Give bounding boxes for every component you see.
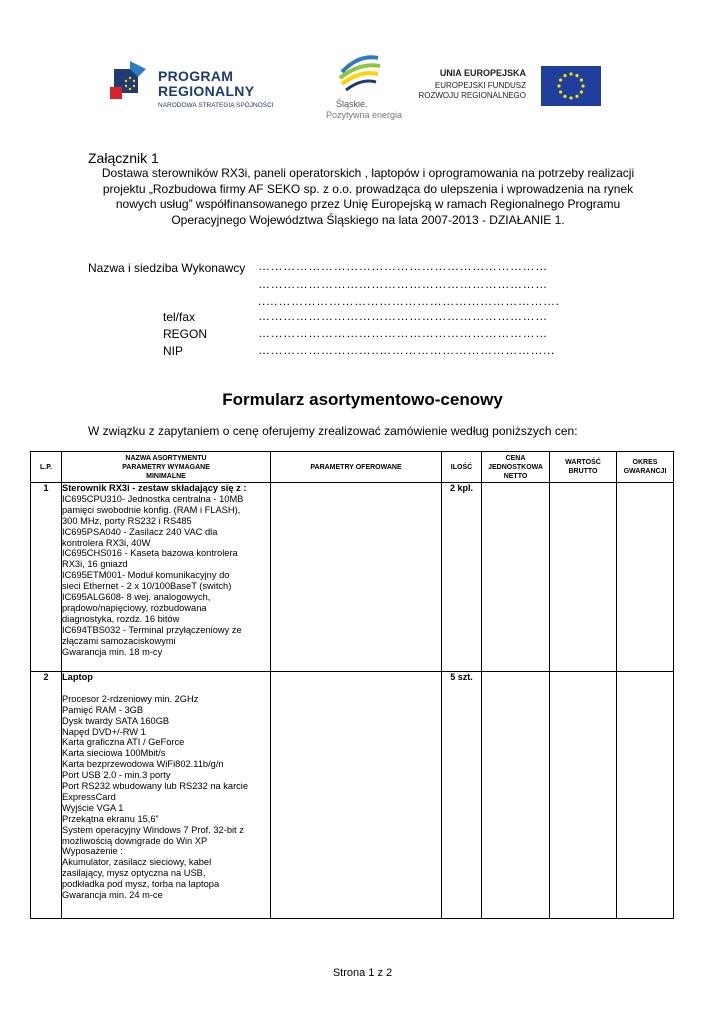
row-gross-cell[interactable]	[550, 672, 617, 919]
row-warranty-cell[interactable]	[617, 672, 674, 919]
row-lp: 1	[31, 483, 62, 672]
intro-line: Dostawa sterowników RX3i, paneli operatorskich , laptopów i oprogramowania na potrzeby realizacji	[101, 166, 635, 180]
eu-logo	[418, 66, 606, 110]
attachment-label: Załącznik 1	[88, 150, 159, 166]
row-qty: 5 szt.	[442, 672, 482, 919]
eu-flag-icon	[541, 66, 601, 106]
program-line3: NARODOWA STRATEGIA SPÓJNOŚCI	[158, 102, 274, 109]
header-offered: PARAMETRY OFEROWANE	[271, 452, 442, 483]
contractor-address-field-1[interactable]: ……………………………………………………………	[258, 277, 548, 291]
table-row	[31, 672, 674, 919]
contractor-name-field[interactable]: ……………………………………………………………	[258, 259, 548, 273]
form-title: Formularz asortymentowo-cenowy	[222, 390, 503, 409]
table-row	[31, 483, 674, 672]
row-warranty-cell[interactable]	[617, 483, 674, 672]
eu-line3: ROZWOJU REGIONALNEGO	[418, 91, 526, 100]
page-footer: Strona 1 z 2	[332, 967, 393, 979]
header-warranty: OKRES GWARANCJI	[617, 452, 674, 483]
header-lp: L.P.	[31, 452, 62, 483]
regon-label: REGON	[163, 327, 208, 341]
row-lp: 2	[31, 672, 62, 919]
row-unit-price-cell[interactable]	[482, 672, 550, 919]
program-line1: PROGRAM	[158, 68, 234, 84]
slaskie-logo	[326, 52, 416, 122]
tel-field[interactable]: ……………………………………………………………	[258, 309, 548, 323]
nip-label: NIP	[163, 344, 184, 358]
header-qty: ILOŚĆ	[442, 452, 482, 483]
regon-field[interactable]: ……………………………………………………………	[258, 326, 548, 340]
program-regionalny-emblem-icon	[108, 59, 152, 103]
row-qty: 2 kpl.	[442, 483, 482, 672]
contractor-name-label: Nazwa i siedziba Wykonawcy	[88, 261, 246, 275]
form-subtitle: W związku z zapytaniem o cenę oferujemy zrealizować zamówienie według poniższych cen:	[88, 424, 578, 438]
row-spec: Sterownik RX3i - zestaw składający się z : IC695CPU310- Jednostka centralna - 10MB pamięci swobodnie konfig. (RAM i FLASH), 300 MHz, porty RS232 i RS485 IC695PSA040 - Zasilacz 240 VAC dla kontrolera RX3i, 40W IC695CHS016 - Kaseta bazowa kontrolera RX3i, 16 gniazd IC695ETM001- Moduł komunikacyjny do sieci Ethernet - 2 x 10/100BaseT (switch) IC695ALG608- 8 wej. analogowych, prądowo/napięciowy, rozbudowana diagnostyka, rozdz. 16 bitów IC694TBS032 - Terminal przyłączeniowy ze złączami samozaciskowymi Gwarancja min. 18 m-cy	[62, 483, 271, 672]
slaskie-emblem-icon	[334, 52, 384, 97]
header-unit-price: CENA JEDNOSTKOWA NETTO	[482, 452, 550, 483]
table-header-row	[31, 452, 674, 483]
slaskie-tagline: Pozytywna energia	[326, 110, 403, 120]
row-unit-price-cell[interactable]	[482, 483, 550, 672]
eu-line2: EUROPEJSKI FUNDUSZ	[434, 81, 526, 90]
header-name: NAZWA ASORTYMENTU PARAMETRY WYMAGANE MINIMALNE	[62, 452, 271, 483]
row-gross-cell[interactable]	[550, 483, 617, 672]
eu-line1: UNIA EUROPEJSKA	[439, 68, 526, 78]
tel-label: tel/fax	[163, 310, 196, 324]
row-offered-cell[interactable]	[271, 672, 442, 919]
intro-paragraph	[88, 166, 648, 228]
header-gross: WARTOŚĆ BRUTTO	[550, 452, 617, 483]
row-offered-cell[interactable]	[271, 483, 442, 672]
row-spec: Laptop Procesor 2-rdzeniowy min. 2GHz Pamięć RAM - 3GB Dysk twardy SATA 160GB Napęd DVD+/-RW 1 Karta graficzna ATI / GeForce Karta sieciowa 100Mbit/s Karta bezprzewodowa WiFi802.11b/g/n Port USB 2.0 - min.3 porty Port RS232 wbudowany lub RS232 na karcie ExpressCard Wyjście VGA 1 Przekątna ekranu 15,6” System operacyjny Windows 7 Prof. 32-bit z możliwością downgrade do Win XP Wyposażenie : Akumulator, zasilacz sieciowy, kabel zasilający, mysz optyczna na USB, podkładka pod mysz, torba na laptopa Gwarancja min. 24 m-ce	[62, 672, 271, 919]
program-regionalny-logo	[108, 55, 283, 115]
intro-line: projektu „Rozbudowa firmy AF SEKO sp. z o.o. prowadząca do ulepszenia i wprowadzenia na rynek	[102, 181, 634, 196]
contractor-address-field-2[interactable]: ..…………………………………………………………….	[258, 294, 560, 308]
intro-line: nowych usług” współfinansowanego przez Unię Europejską w ramach Regionalnego Programu	[115, 197, 621, 211]
intro-line: Operacyjnego Województwa Śląskiego na lata 2007-2013 - DZIAŁANIE 1.	[171, 212, 565, 227]
program-line2: REGIONALNY	[158, 83, 255, 99]
slaskie-name: Śląskie.	[336, 99, 368, 109]
nip-field[interactable]: ………………………..…………………………………...	[258, 343, 555, 357]
price-table	[30, 451, 674, 919]
